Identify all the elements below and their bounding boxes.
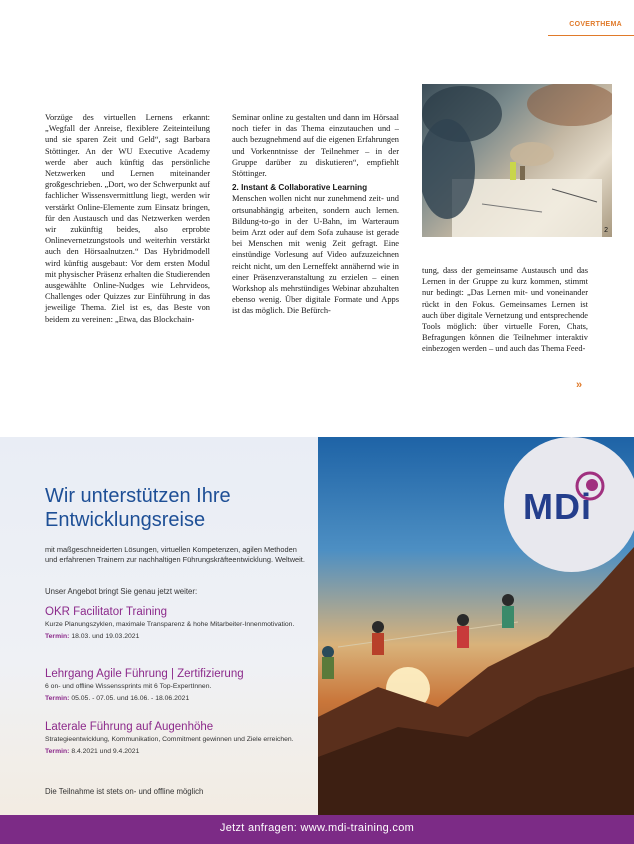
offer-dates (45, 632, 305, 641)
offer-title: OKR Facilitator Training (45, 606, 168, 618)
article-column-3 (422, 265, 588, 355)
ad-footer-note: Die Teilnahme ist stets on- und offline möglich (45, 787, 204, 796)
date-label: Termin: (45, 694, 70, 702)
date-value: 8.4.2021 und 9.4.2021 (71, 747, 140, 755)
article-paragraph: Menschen wollen nicht nur zunehmend zeit- und ortsunabhängig arbeiten, sondern auch lernen. Bildung-to-go in der U-Bahn, im Warteraum beim Arzt oder auf dem Sofa zuhause ist gerade bei Menschen mit wenig Zeit gefragt. Eine einstündige Vorlesung auf Video aufzuzeichnen reicht nicht, um den Lerneffekt annähernd wie in einer Präsenzveranstaltung zu erzielen – einen Workshop als mehrstündiges Webinar abzuhalten ebenso wenig. Über digitale Formate und Apps ist das möglich. Die Befürch- (232, 194, 399, 316)
offer-title: Laterale Führung auf Augenhöhe (45, 721, 214, 733)
mdi-logo: MDi (523, 486, 592, 527)
date-value: 05.05. - 07.05. und 16.06. - 18.06.2021 (71, 694, 190, 702)
offer-description: Kurze Planungszyklen, maximale Transparenz & hohe Mitarbeiter-Innenmotivation. (45, 621, 295, 628)
article-column-1 (45, 112, 210, 325)
date-value: 18.03. und 19.03.2021 (71, 632, 140, 640)
section-tag: COVERTHEMA (569, 21, 622, 28)
article-subheading: 2. Instant & Collaborative Learning (232, 183, 368, 193)
offer-agile (45, 667, 305, 703)
article-paragraph: Seminar online zu gestalten und dann im Hörsaal noch tiefer in das Thema einzutauchen und – auch bezugnehmend auf die eigenen Erfahrungen und Vorkenntnisse der Teilnehmer – in der Gruppe darüber zu diskutieren“, empfiehlt Stöttinger. (232, 113, 399, 179)
ad-subtitle: mit maßgeschneiderten Lösungen, virtuellen Kompetenzen, agilen Methoden und erfahrenen Trainern zur nachhaltigen Führungskräfteentwicklung. Weltweit. (45, 545, 305, 564)
article-paragraph: tung, dass der gemeinsame Austausch und das Lernen in der Gruppe zu kurz kommen, stimmt nur bedingt: „Das Lernen mit- und voneinander rückt in den Fokus. Gemeinsames Lernen ist auch über digitale Vernetzung und entsprechende Tools möglich: über virtuelle Foren, Chats, Befragungen können die Teilnehmer interaktiv einbezogen werden – und auch das Thema Feed- (422, 266, 588, 354)
article-paragraph: Vorzüge des virtuellen Lernens erkannt: „Wegfall der Anreise, flexiblere Zeiteinteilung und sie sparen Zeit und Geld“, sagt Barbara Stöttinger. An der WU Executive Academy werde aber auch künftig das persönliche Netzwerken und Lernen miteinander großgeschrieben. „Dort, wo der Schwerpunkt auf fachlicher Wissensvermittlung liegt, werden wir verstärkt Online-Elemente zum Einsatz bringen, für den Austausch und das Netzwerken werden wir zukünftig beides, also erprobte Onlinevernetzungstools und weiterhin verstärkt auch den Hörsaalnutzen.“ Das Hybridmodell wird künftig ausgebaut: Vor dem ersten Modul mit physischer Präsenz erhalten die Studierenden ausgewählte Online-Nudges wie Lehrvideos, Challenges oder Quizzes zur Einführung in das jeweilige Thema. Ziel ist es, das Beste von beidem zu vereinen: „Etwa, das Blockchain- (45, 113, 210, 324)
section-tag-rule (548, 35, 634, 36)
workshop-photo-illustration (422, 84, 612, 237)
date-label: Termin: (45, 747, 70, 755)
offer-description: Strategieentwicklung, Kommunikation, Commitment gewinnen und Ziele erreichen. (45, 736, 294, 743)
ad-headline: Wir unterstützen Ihre Entwicklungsreise (45, 485, 231, 531)
offer-okr (45, 605, 305, 641)
offer-dates (45, 747, 305, 756)
continue-arrow-icon: » (576, 379, 583, 391)
article-column-2 (232, 112, 399, 317)
offer-description: 6 on- und offline Wissenssprints mit 6 Top-ExpertInnen. (45, 683, 212, 690)
offer-dates (45, 694, 305, 703)
article-photo (422, 84, 612, 237)
ad-intro: Unser Angebot bringt Sie genau jetzt weiter: (45, 587, 198, 596)
date-label: Termin: (45, 632, 70, 640)
cta-link[interactable]: Jetzt anfragen: www.mdi-training.com (219, 822, 415, 834)
photo-number: 2 (604, 227, 608, 234)
offer-title: Lehrgang Agile Führung | Zertifizierung (45, 668, 244, 680)
offer-lateral (45, 720, 305, 756)
